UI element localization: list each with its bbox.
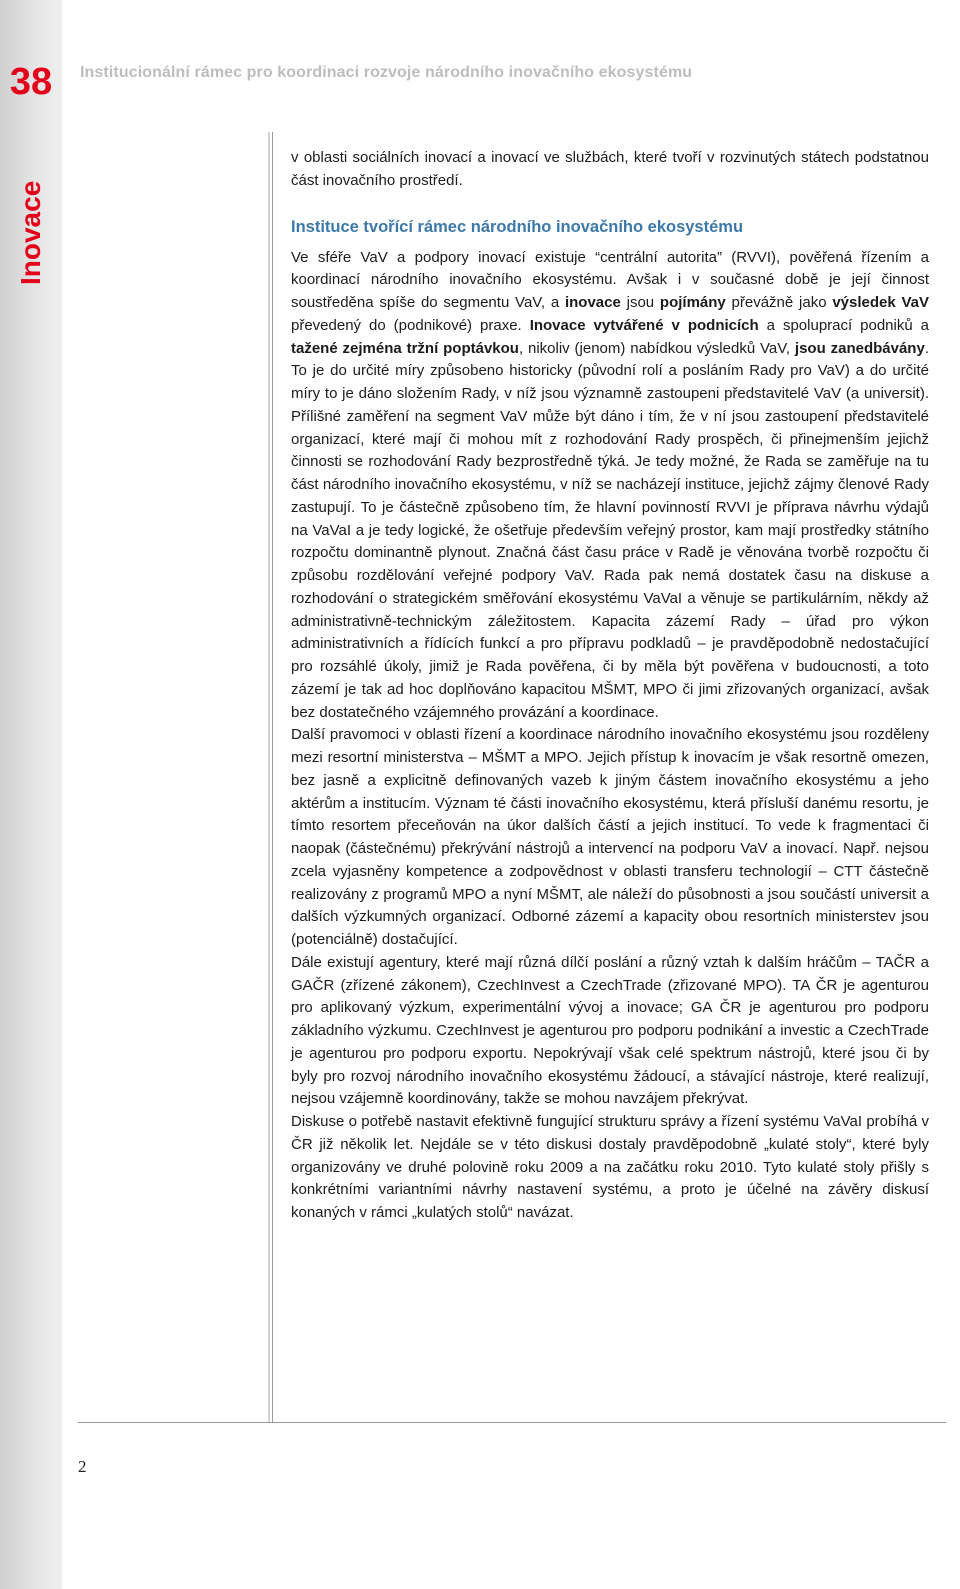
sidebar	[0, 0, 62, 1589]
emphasis: Inovace vytvářené v podnicích	[529, 316, 759, 334]
vertical-chapter-title: Inovace	[15, 180, 46, 286]
text-run: převedený do (podnikové) praxe.	[291, 316, 530, 334]
paragraph-3: Dále existují agentury, které mají různá dílčí poslání a různý vztah k dalším hráčům – TAČR a GAČR (zřízené zákonem), CzechInvest a CzechTrade (zřizované MPO). TA ČR je agenturou pro aplikovaný výzkum, experimentální vývoj a inovace; GA ČR je agenturou pro podporu základního výzkumu. CzechInvest je agenturou pro podporu podnikání a investic a CzechTrade je agenturou pro podporu exportu. Nepokrývají však celé spektrum nástrojů, které jsou či by byly pro rozvoj národního inovačního ekosystému žádoucí, a stávající nástroje, které realizují, nejsou vzájemně koordinovány, takže se mohou navzájem překrývat.	[291, 953, 929, 1108]
text-run: jsou	[620, 294, 660, 311]
emphasis: pojímány	[659, 294, 726, 311]
text-run: převážně jako	[725, 294, 833, 311]
footer-rule	[78, 1422, 946, 1423]
emphasis: výsledek VaV	[832, 294, 929, 311]
paragraph-1	[291, 247, 929, 725]
page-number: 38	[9, 61, 53, 103]
section-heading: Instituce tvořící rámec národního inovačního ekosystému	[291, 217, 744, 236]
left-rule-inner	[272, 132, 273, 1423]
emphasis: jsou zanedbávány	[794, 339, 925, 357]
left-rule	[268, 132, 270, 1423]
running-header: Institucionální rámec pro koordinaci rozvoje národního inovačního ekosystému	[80, 64, 693, 81]
body-text	[291, 147, 929, 1225]
text-run: Ve sféře VaV a podpory inovací existuje “centrální autorita” (RVVI), pověřená řízením a koordinací národního inovačního ekosystému. Avšak i v současné době je její činnost soustředěna spíše do segmentu VaV, a	[291, 248, 929, 311]
text-run: a spoluprací podniků a	[758, 316, 929, 334]
footer-page-number: 2	[78, 1457, 87, 1476]
emphasis: tažené zejména tržní poptávkou	[291, 339, 519, 357]
text-run: . To je do určité míry způsobeno historicky (původní rolí a posláním Rady pro VaV) a do určité míry to je dáno složením Rady, v níž jsou významně zastoupeni představitelé VaV (a universit). Přílišné zaměření na segment VaV může být dáno i tím, že v ní jsou zastoupení představitelé organizací, které mají či mohou mít z rozhodování Rady prospěch, či přinejmenším jejichž činnosti se rozhodování Rady bezprostředně týká. Je tedy možné, že Rada se zaměřuje na tu část národního inovačního ekosystému, v níž se nacházejí instituce, jejichž zájmy členové Rady zastupují. To je částečně způsobeno tím, že hlavní povinností RVVI je příprava návrhu výdajů na VaVaI a je tedy logické, že ošetřuje především veřejný prostor, kam mají prostředky státního rozpočtu dominantně plynout. Značná část času práce v Radě je věnována tvorbě rozpočtu či způsobu rozdělování veřejné podpory VaV. Rada pak nemá dostatek času na diskuse a rozhodování o strategickém směřování ekosystému VaVaI a věnuje se partikulárním, někdy až administrativně-technickým záležitostem. Kapacita zázemí Rady – úřad pro výkon administrativních a řídících funkcí a pro přípravu podkladů – je pravděpodobně nedostačující pro rozsáhlé úkoly, jimiž je Rada pověřena, či by měla být pověřena v budoucnosti, a toto zázemí je tak ad hoc doplňováno kapacitou MŠMT, MPO či jimi zřizovaných organizací, avšak bez dostatečného vzájemného provázání a koordinace.	[291, 339, 929, 721]
emphasis: inovace	[564, 294, 621, 311]
paragraph-4: Diskuse o potřebě nastavit efektivně fungující strukturu správy a řízení systému VaVaI probíhá v ČR již několik let. Nejdále se v této diskusi dostaly pravděpodobně „kulaté stoly“, které byly organizovány ve druhé polovině roku 2009 a na začátku roku 2010. Tyto kulaté stoly přišly s konkrétními variantními návrhy nastavení systému, a proto je účelné na závěry diskusí konaných v rámci „kulatých stolů“ navázat.	[291, 1113, 929, 1221]
text-run: , nikoliv (jenom) nabídkou výsledků VaV,	[518, 339, 795, 357]
intro-paragraph: v oblasti sociálních inovací a inovací ve službách, které tvoří v rozvinutých státech podstatnou část inovačního prostředí.	[291, 149, 929, 189]
paragraph-2: Další pravomoci v oblasti řízení a koordinace národního inovačního ekosystému jsou rozděleny mezi resortní ministerstva – MŠMT a MPO. Jejich přístup k inovacím je však resortně omezen, bez jasně a explicitně definovaných vazeb k jiným částem inovačního ekosystému a jeho aktérům a institucím. Význam té části inovačního ekosystému, která přísluší danému resortu, je tímto resortem přeceňován na úkor dalších částí a jejich institucí. To vede k fragmentaci či naopak (částečnému) překrývání nástrojů a intervencí na podporu VaV a inovací. Např. nejsou zcela vyjasněny kompetence a zodpovědnost v oblasti transferu technologií – CTT částečně realizovány z programů MPO a nyní MŠMT, ale náleží do působnosti a jsou součástí universit a dalších výzkumných organizací. Odborné zázemí a kapacity obou resortních ministerstev jsou (potenciálně) dostačující.	[291, 726, 929, 948]
